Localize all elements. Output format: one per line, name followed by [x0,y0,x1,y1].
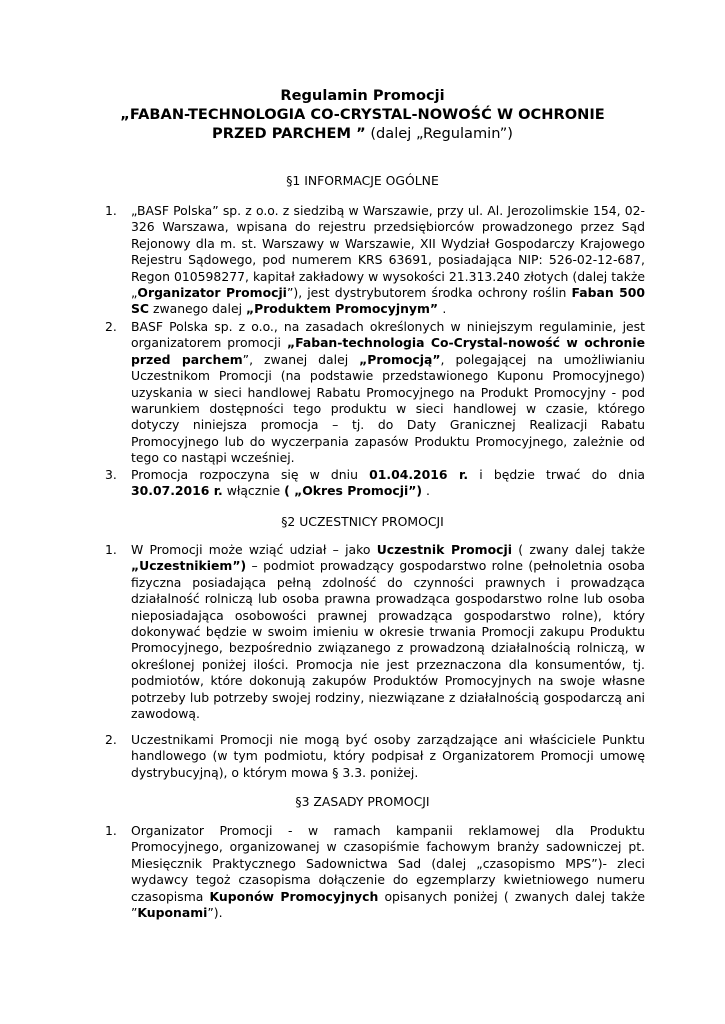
item-number: 1. [105,823,117,838]
text-run: włącznie [222,483,285,499]
text-run: . [422,483,430,499]
section-2-heading: §2 UCZESTNICY PROMOCJI [281,514,444,529]
section-1-heading: §1 INFORMACJE OGÓLNE [286,173,439,188]
text-run: . [442,301,447,317]
text-run-bold: „Faban-technologia Co-Crystal-nowość w ochronie przed parchem [131,335,645,367]
text-run: Uczestnikami Promocji nie mogą być osoby zarządzające ani właściciele Punktu handlowego (w tym podmiotu, który podpisał z Organizatorem Promocji umowę dystrybucyjną), o którym mowa § 3.3. poniżej. [131,732,645,780]
section-3-heading: §3 ZASADY PROMOCJI [295,794,430,809]
item-text [131,319,645,467]
item-number: 2. [105,732,117,747]
item-text [131,467,645,500]
text-run-bold: „Promocją” [359,351,441,367]
title-normal-part: (dalej „Regulamin”) [365,125,513,142]
text-run-bold: ( „Okres Promocji”) [284,483,422,499]
text-run-bold: Uczestnik Promocji [376,542,512,557]
text-run: Organizator Promocji - w ramach kampanii reklamowej dla Produktu Promocyjnego, organizowanej w czasopiśmie fachowym branży sadowniczej pt. Miesięcznik Praktycznego Sadownictwa Sad (dalej „czasopismo MPS”)- zleci wydawcy tegoż czasopisma dołączenie do egzemplarzy kwietniowego numeru czasopisma [131,823,645,904]
text-run-bold: Kuponów Promocyjnych [209,888,379,904]
item-text [131,823,645,921]
text-run: zwanego dalej [149,301,246,317]
text-run-bold: „Produktem Promocyjnym” [245,301,443,317]
document-title: Regulamin Promocji [280,87,445,104]
text-run-bold: Kuponami [137,905,208,921]
text-run: ”), jest dystrybutorem środka ochrony roślin [286,285,572,301]
text-run: i będzie trwać do dnia [468,467,646,482]
text-run: BASF Polska sp. z o.o., na zasadach określonych w niniejszym regulaminie, jest organizatorem promocji [131,319,645,351]
text-run: Promocja rozpoczyna się w dniu [131,467,370,482]
text-run: W Promocji może wziąć udział – jako [131,542,377,557]
document-title-line3 [0,124,725,143]
text-run: ”, zwanej dalej [242,351,360,367]
text-run-bold: Organizator Promocji [137,285,287,301]
text-run: „BASF Polska” sp. z o.o. z siedzibą w Warszawie, przy ul. Al. Jerozolimskie 154, 02-326 Warszawa, wpisana do rejestru przedsiębiorców prowadzonego przez Sąd Rejonowy dla m. st. Warszawy w Warszawie, XII Wydział Gospodarczy Krajowego Rejestru Sądowego, pod numerem KRS 63691, posiadająca NIP: 526-02-12-687, Regon 010598277, kapitał zakładowy w wysokości 21.313.240 złotych (dalej także „ [131,203,645,301]
text-run: opisanych poniżej ( zwanych dalej także ” [131,888,645,921]
item-text [131,732,645,781]
text-run: ( zwany dalej także [511,542,645,557]
text-run-bold: 30.07.2016 r. [131,483,223,499]
document-title-line2: „FABAN-TECHNOLOGIA CO-CRYSTAL-NOWOŚĆ W OCHRONIE [120,106,605,123]
text-run-bold: 01.04.2016 r. [369,467,469,482]
text-run: , polegającej na umożliwianiu Uczestnikom Promocji (na podstawie przedstawionego Kuponu Promocyjnego) uzyskania w sieci handlowej Rabatu Promocyjnego na Produkt Promocyjny - pod warunkiem dostępności tego produktu w sieci handlowej w czasie, którego dotyczy niniejsza promocja – tj. do Daty Granicznej Realizacji Rabatu Promocyjnego lub do wyczerpania zapasów Produktu Promocyjnego, zależnie od tego co nastąpi wcześniej. [131,351,646,466]
text-run: – podmiot prowadzący gospodarstwo rolne (pełnoletnia osoba fizyczna posiadająca pełną zdolność do czynności prawnych i prowadząca działalność rolniczą lub osoba prawna prowadząca gospodarstwo rolne lub osoba nieposiadająca osobowości prawnej prowadząca gospodarstwo rolne), który dokonywać będzie w swoim imieniu w okresie trwania Promocji zakupu Produktu Promocyjnego, bezpośrednio związanego z prowadzoną działalnością rolniczą, w określonej poniżej ilości. Promocja nie jest przeznaczona dla konsumentów, tj. podmiotów, które dokonują zakupów Produktów Promocyjnych na swoje własne potrzeby lub potrzeby swojej rodziny, niezwiązane z działalnością gospodarczą ani zawodową. [131,558,645,722]
item-text [131,203,645,318]
text-run: ”). [207,905,223,921]
title-bold-part: PRZED PARCHEM ” [212,125,366,142]
text-run-bold: Faban 500 SC [131,285,645,317]
item-number: 3. [105,467,117,482]
item-number: 2. [105,319,117,334]
item-text [131,542,645,722]
text-run-bold: „Uczestnikiem”) [131,558,247,574]
item-number: 1. [105,542,117,557]
item-number: 1. [105,203,117,218]
